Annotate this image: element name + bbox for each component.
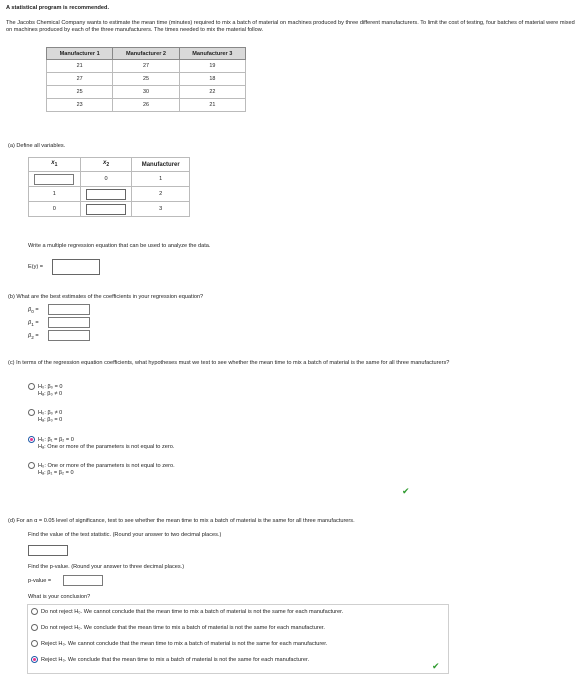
table-cell: 26 <box>113 99 179 112</box>
header-manufacturer-3: Manufacturer 3 <box>179 48 245 60</box>
table-row <box>29 187 190 202</box>
header-x1: $x_1$ <box>29 158 81 172</box>
ha-text: Hₐ: One or more of the parameters is not equal to zero. <box>38 443 175 450</box>
p-value-label: p-value = <box>28 578 52 584</box>
x2-cell <box>80 187 132 202</box>
table-cell: 25 <box>113 73 179 86</box>
x1-cell: 0 <box>29 202 81 217</box>
x2-row3-input[interactable] <box>86 204 126 215</box>
test-statistic-input[interactable] <box>28 545 68 556</box>
table-row <box>47 99 246 112</box>
radio-button[interactable] <box>31 608 38 615</box>
manufacturer-cell: 3 <box>132 202 190 217</box>
h0-text: H₀: β₀ ≠ 0 <box>38 409 63 416</box>
manufacturer-data-table <box>46 47 246 112</box>
table-cell: 23 <box>47 99 113 112</box>
x2-cell: 0 <box>80 172 132 187</box>
conclusion-text: Do not reject H₀. We conclude that the mean time to mix a batch of material is not the same for each manufacturer. <box>41 624 325 631</box>
h0-text: H₀: β₁ = β₂ = 0 <box>38 436 74 443</box>
part-a-label: (a) Define all variables. <box>8 143 66 149</box>
conclusion-text: Reject H₀. We cannot conclude that the mean time to mix a batch of material is not the same for each manufacturer. <box>41 640 328 647</box>
ha-text: Hₐ: β₀ = 0 <box>38 416 63 423</box>
header-x2: $x_2$ <box>80 158 132 172</box>
x1-cell: 1 <box>29 187 81 202</box>
beta0-label: $\beta_0$ = <box>28 307 39 315</box>
part-b-label: (b) What are the best estimates of the coefficients in your regression equation? <box>8 294 204 300</box>
beta2-label: $\beta_2$ = <box>28 333 39 341</box>
x2-cell <box>80 202 132 217</box>
test-statistic-prompt: Find the value of the test statistic. (Round your answer to two decimal places.) <box>28 532 222 538</box>
check-icon: ✔ <box>432 661 440 671</box>
table-cell: 25 <box>47 86 113 99</box>
regression-instruction: Write a multiple regression equation that can be used to analyze the data. <box>28 243 211 249</box>
table-row <box>47 86 246 99</box>
radio-button[interactable] <box>28 409 35 416</box>
radio-button[interactable] <box>28 383 35 390</box>
h0-text: H₀: One or more of the parameters is not equal to zero. <box>38 462 175 469</box>
p-value-input[interactable] <box>63 575 103 586</box>
beta2-input[interactable] <box>48 330 90 341</box>
table-cell: 19 <box>179 60 245 73</box>
beta1-input[interactable] <box>48 317 90 328</box>
table-row <box>47 60 246 73</box>
table-cell: 30 <box>113 86 179 99</box>
beta1-label: $\beta_1$ = <box>28 320 39 328</box>
table-cell: 21 <box>47 60 113 73</box>
radio-button[interactable] <box>31 640 38 647</box>
manufacturer-cell: 1 <box>132 172 190 187</box>
table-row <box>47 73 246 86</box>
table-cell: 27 <box>47 73 113 86</box>
check-icon: ✔ <box>402 486 410 496</box>
radio-button[interactable] <box>28 462 35 469</box>
hypothesis-option-1[interactable] <box>28 383 63 398</box>
conclusion-option-1[interactable] <box>31 608 343 616</box>
p-value-prompt: Find the p-value. (Round your answer to three decimal places.) <box>28 564 185 570</box>
variable-definition-table <box>28 157 190 217</box>
ey-label: E(y) = <box>28 264 44 270</box>
x2-row2-input[interactable] <box>86 189 126 200</box>
h0-text: H₀: β₀ = 0 <box>38 383 63 390</box>
part-d-label: (d) For an α = 0.05 level of significance, test to see whether the mean time to mix a batch of material is the same for all three manufacturers. <box>8 518 355 524</box>
table-cell: 22 <box>179 86 245 99</box>
ha-text: Hₐ: β₀ ≠ 0 <box>38 390 63 397</box>
table-row <box>29 202 190 217</box>
hypothesis-option-3[interactable] <box>28 436 174 451</box>
x1-row1-input[interactable] <box>34 174 74 185</box>
part-c-label: (c) In terms of the regression equation coefficients, what hypotheses must we test to see whether the mean time to mix a batch of material is the same for all three manufacturers? <box>8 360 450 366</box>
conclusion-text: Do not reject H₀. We cannot conclude that the mean time to mix a batch of material is not the same for each manufacturer. <box>41 608 344 615</box>
table-row <box>29 172 190 187</box>
radio-button[interactable] <box>31 624 38 631</box>
conclusion-text: Reject H₀. We conclude that the mean time to mix a batch of material is not the same for each manufacturer. <box>41 656 310 663</box>
radio-button-selected[interactable] <box>28 436 35 443</box>
conclusion-option-3[interactable] <box>31 640 327 648</box>
radio-button-selected[interactable] <box>31 656 38 663</box>
ha-text: Hₐ: β₁ = β₂ = 0 <box>38 469 74 476</box>
header-manufacturer: Manufacturer <box>132 158 190 172</box>
hypothesis-option-2[interactable] <box>28 409 62 424</box>
manufacturer-cell: 2 <box>132 187 190 202</box>
conclusion-option-4[interactable] <box>31 656 309 664</box>
table-cell: 21 <box>179 99 245 112</box>
header-manufacturer-2: Manufacturer 2 <box>113 48 179 60</box>
table-cell: 18 <box>179 73 245 86</box>
conclusion-prompt: What is your conclusion? <box>28 594 91 600</box>
conclusion-options <box>27 604 449 674</box>
header-manufacturer-1: Manufacturer 1 <box>47 48 113 60</box>
hypothesis-option-4[interactable] <box>28 462 175 477</box>
intro-title: A statistical program is recommended. <box>6 5 109 11</box>
regression-equation-input[interactable] <box>52 259 100 275</box>
x1-cell <box>29 172 81 187</box>
conclusion-option-2[interactable] <box>31 624 325 632</box>
beta0-input[interactable] <box>48 304 90 315</box>
problem-statement: The Jacobs Chemical Company wants to estimate the mean time (minutes) required to mix a batch of material on machines produced by three different manufacturers. To limit the cost of testing, four batches of material were mixed on machines produced by each of the three manufacturers. The times needed to mix the material follow. <box>6 20 575 33</box>
table-cell: 27 <box>113 60 179 73</box>
